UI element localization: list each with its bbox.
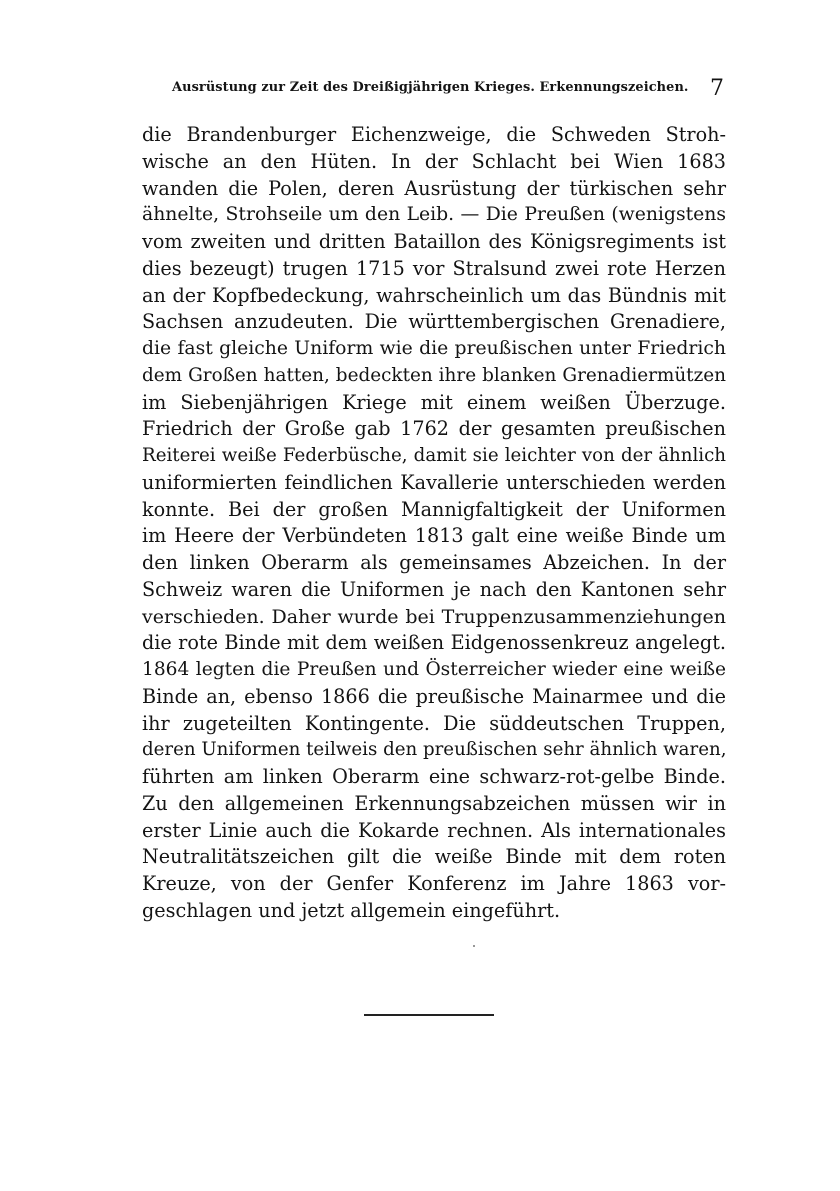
text-line: dies bezeugt) trugen 1715 vor Stralsund zwei rote Herzen xyxy=(142,256,726,280)
text-line: vom zweiten und dritten Bataillon des Königsregiments ist xyxy=(142,230,726,253)
text-line: Binde an, ebenso 1866 die preußische Mainarmee und die xyxy=(142,684,726,708)
text-line: deren Uniformen teilweis den preußischen sehr ähnlich waren, xyxy=(142,739,727,761)
text-line: erster Linie auch die Kokarde rechnen. Als internationales xyxy=(142,818,726,842)
text-line: dem Großen hatten, bedeckten ihre blanken Grenadiermützen xyxy=(142,364,726,386)
running-title: Ausrüstung zur Zeit des Dreißigjährigen Krieges. Erkennungszeichen. xyxy=(172,80,689,95)
text-line: wanden die Polen, deren Ausrüstung der türkischen sehr xyxy=(142,176,726,200)
text-line: die Brandenburger Eichenzweige, die Schweden Stroh- xyxy=(142,123,726,146)
body-paragraph xyxy=(142,122,726,925)
text-line: Reiterei weiße Federbüsche, damit sie leichter von der ähnlich xyxy=(142,445,726,466)
text-line: an der Kopfbedeckung, wahrscheinlich um das Bündnis mit xyxy=(142,283,726,307)
text-line: führten am linken Oberarm eine schwarz-rot-gelbe Binde. xyxy=(142,765,726,788)
text-line: im Siebenjährigen Kriege mit einem weißen Überzuge. xyxy=(142,390,726,414)
text-line: 1864 legten die Preußen und Österreicher wieder eine weiße xyxy=(142,659,726,680)
page-number: 7 xyxy=(710,76,724,101)
text-line: die fast gleiche Uniform wie die preußischen unter Friedrich xyxy=(142,338,726,359)
text-line-last: geschlagen und jetzt allgemein eingeführt. xyxy=(142,898,561,922)
text-line: verschieden. Daher wurde bei Truppenzusammenziehungen xyxy=(142,605,726,628)
text-line: die rote Binde mit dem weißen Eidgenossenkreuz angelegt. xyxy=(142,631,726,655)
text-line: uniformierten feindlichen Kavallerie unterschieden werden xyxy=(142,470,726,494)
running-header xyxy=(150,78,724,104)
text-line: konnte. Bei der großen Mannigfaltigkeit der Uniformen xyxy=(142,497,726,521)
text-line: ihr zugeteilten Kontingente. Die süddeutschen Truppen, xyxy=(142,711,726,735)
print-speck xyxy=(473,945,475,947)
text-line: Sachsen anzudeuten. Die württembergischen Grenadiere, xyxy=(142,310,726,334)
text-line: Kreuze, von der Genfer Konferenz im Jahre 1863 vor- xyxy=(142,872,726,895)
text-line: Neutralitätszeichen gilt die weiße Binde mit dem roten xyxy=(142,845,726,869)
text-line: Friedrich der Große gab 1762 der gesamten preußischen xyxy=(142,417,726,441)
text-line: Schweiz waren die Uniformen je nach den Kantonen sehr xyxy=(142,577,726,601)
text-line: ähnelte, Strohseile um den Leib. — Die Preußen (wenigstens xyxy=(142,204,726,226)
text-line: Zu den allgemeinen Erkennungsabzeichen müssen wir in xyxy=(142,791,726,815)
text-line: im Heere der Verbündeten 1813 galt eine weiße Binde um xyxy=(142,524,726,548)
section-end-rule xyxy=(364,1014,494,1016)
text-line: wische an den Hüten. In der Schlacht bei Wien 1683 xyxy=(142,149,726,173)
text-line: den linken Oberarm als gemeinsames Abzeichen. In der xyxy=(142,551,726,574)
